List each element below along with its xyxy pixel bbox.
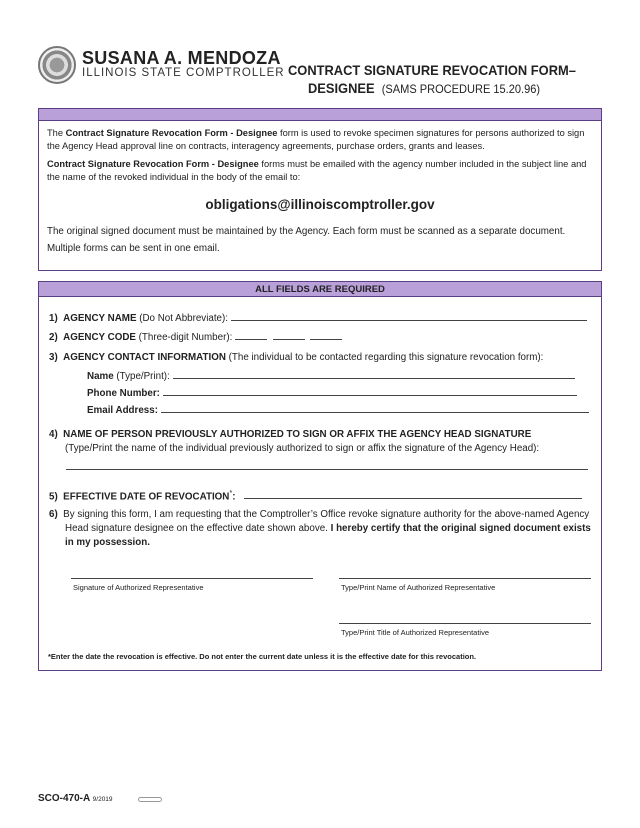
agency-code-digit-2[interactable]	[273, 330, 305, 340]
form-title: CONTRACT SIGNATURE REVOCATION FORM–	[288, 62, 576, 78]
intro-p4: Multiple forms can be sent in one email.	[47, 243, 220, 254]
contact-name-input[interactable]	[173, 369, 575, 379]
form-title-line2	[308, 80, 540, 96]
field-previous-signer: 4) NAME OF PERSON PREVIOUSLY AUTHORIZED TO SIGN OR AFFIX THE AGENCY HEAD SIGNATURE (Type/Print the name of the individual previously authorized to sign or affix the signature of the Agency Head):	[49, 429, 540, 454]
agency-code-digit-3[interactable]	[310, 330, 342, 340]
print-title-line[interactable]	[339, 614, 591, 624]
agency-name-input[interactable]	[231, 311, 587, 321]
title-procedure: (SAMS PROCEDURE 15.20.96)	[381, 82, 541, 96]
intro-p2: Contract Signature Revocation Form - Designee forms must be emailed with the agency number included in the subject line and the name of the revoked individual in the body of the email to:	[47, 159, 587, 182]
footnote: *Enter the date the revocation is effective. Do not enter the current date unless it is the effective date for this revocation.	[48, 652, 477, 661]
field-effective-date: 5) EFFECTIVE DATE OF REVOCATION*:	[49, 486, 591, 504]
field-contact-email: Email Address:	[87, 403, 591, 418]
field-agency-name: 1) AGENCY NAME (Do Not Abbreviate):	[49, 311, 591, 326]
agency-code-digit-1[interactable]	[235, 330, 267, 340]
form-code: SCO-470-A 9/2019	[38, 793, 113, 804]
submission-email[interactable]: obligations@illinoiscomptroller.gov	[205, 197, 435, 212]
field-contact-info: 3) AGENCY CONTACT INFORMATION (The individual to be contacted regarding this signature revocation form):	[49, 352, 544, 363]
contact-phone-input[interactable]	[163, 386, 577, 396]
previous-signer-input[interactable]	[66, 460, 588, 470]
field-contact-phone: Phone Number:	[87, 386, 591, 401]
title-designee: DESIGNEE	[308, 80, 375, 96]
field-agency-code: 2) AGENCY CODE (Three-digit Number):	[49, 330, 591, 345]
signature-line[interactable]	[71, 569, 313, 579]
intro-p3: The original signed document must be maintained by the Agency. Each form must be scanned as a separate document.	[47, 226, 566, 237]
field-certification: 6) By signing this form, I am requesting that the Comptroller’s Office revoke signature authority for the above-named Agency Head signature designee on the effective date shown above. I hereby certify that the original signed document exists in my possession.	[49, 509, 591, 548]
field-contact-name: Name (Type/Print):	[87, 369, 591, 384]
instructions-box	[38, 108, 602, 271]
contact-email-input[interactable]	[161, 403, 589, 413]
form-box	[38, 281, 602, 671]
union-bug-icon	[138, 797, 162, 802]
comptroller-office: ILLINOIS STATE COMPTROLLER	[82, 67, 285, 79]
purple-bar	[39, 109, 601, 121]
print-title-label: Type/Print Title of Authorized Representative	[341, 628, 489, 637]
effective-date-input[interactable]	[244, 489, 582, 499]
print-name-line[interactable]	[339, 569, 591, 579]
comptroller-name: SUSANA A. MENDOZA	[82, 48, 281, 68]
required-header: ALL FIELDS ARE REQUIRED	[39, 282, 601, 297]
signature-label: Signature of Authorized Representative	[73, 583, 204, 592]
comptroller-seal-logo	[38, 46, 76, 84]
intro-p1: The Contract Signature Revocation Form - Designee form is used to revoke specimen signatures for persons authorized to sign the Agency Head approval line on contracts, interagency agreements, purchase orders, grants and leases.	[47, 128, 585, 151]
print-name-label: Type/Print Name of Authorized Representative	[341, 583, 496, 592]
